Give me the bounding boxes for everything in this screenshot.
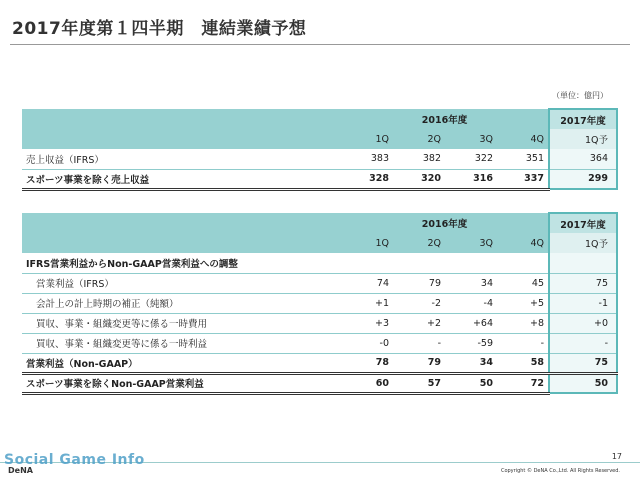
forecast-value: -1	[549, 293, 617, 313]
cell-value: -0	[341, 333, 393, 353]
company-logo: DeNA	[8, 466, 33, 475]
row-label: スポーツ事業を除く売上収益	[22, 169, 341, 189]
cell-value: 351	[497, 149, 549, 169]
forecast-value: 364	[549, 149, 617, 169]
operating-profit-table	[22, 212, 618, 395]
cell-value: 79	[393, 353, 445, 373]
cell-value: 34	[445, 273, 497, 293]
year-2016-header: 2016年度	[341, 109, 549, 129]
cell-value: -	[497, 333, 549, 353]
cell-value: +8	[497, 313, 549, 333]
cell-value: 322	[445, 149, 497, 169]
year-2017-header: 2017年度	[549, 213, 617, 233]
row-label: 営業利益（IFRS）	[22, 273, 341, 293]
cell-value: 57	[393, 373, 445, 393]
revenue-table	[22, 108, 618, 191]
unit-label: （単位：億円）	[552, 91, 608, 100]
forecast-value: 50	[549, 373, 617, 393]
forecast-value: +0	[549, 313, 617, 333]
table-row	[22, 293, 617, 313]
header-blank	[22, 109, 341, 129]
cell-value: 79	[393, 273, 445, 293]
cell-value: 50	[445, 373, 497, 393]
title-divider	[10, 44, 630, 45]
row-label: 営業利益（Non-GAAP）	[22, 353, 341, 373]
cell-value: +64	[445, 313, 497, 333]
cell-value: 320	[393, 169, 445, 189]
quarter-header: 3Q	[445, 233, 497, 253]
cell-value: +2	[393, 313, 445, 333]
quarter-header: 4Q	[497, 129, 549, 149]
table-row	[22, 353, 617, 373]
forecast-value: 299	[549, 169, 617, 189]
copyright-notice: Copyright © DeNA Co.,Ltd. All Rights Reserved.	[500, 468, 620, 474]
row-label: 会計上の計上時期の補正（純額）	[22, 293, 341, 313]
cell-value: -2	[393, 293, 445, 313]
header-blank	[22, 233, 341, 253]
forecast-value: -	[549, 333, 617, 353]
table-row	[22, 149, 617, 169]
table-row	[22, 313, 617, 333]
table-row	[22, 373, 617, 393]
page-number: 17	[611, 452, 622, 461]
cell-value: 78	[341, 353, 393, 373]
cell-value: 337	[497, 169, 549, 189]
row-label: スポーツ事業を除くNon-GAAP営業利益	[22, 373, 341, 393]
cell-value: 72	[497, 373, 549, 393]
cell-value: -59	[445, 333, 497, 353]
cell-value: 74	[341, 273, 393, 293]
quarter-header: 2Q	[393, 233, 445, 253]
cell-value: +5	[497, 293, 549, 313]
cell-value: 34	[445, 353, 497, 373]
quarter-header: 2Q	[393, 129, 445, 149]
forecast-value: 75	[549, 273, 617, 293]
header-blank	[22, 129, 341, 149]
quarter-header: 3Q	[445, 129, 497, 149]
cell-value: -	[393, 333, 445, 353]
forecast-value: 75	[549, 353, 617, 373]
cell-value: 383	[341, 149, 393, 169]
year-2016-header: 2016年度	[341, 213, 549, 233]
table-row	[22, 273, 617, 293]
year-2017-header: 2017年度	[549, 109, 617, 129]
page-title: 2017年度第１四半期 連結業績予想	[12, 19, 307, 39]
cell-value: -4	[445, 293, 497, 313]
forecast-header: 1Q予	[549, 129, 617, 149]
cell-value: +1	[341, 293, 393, 313]
cell-value: 58	[497, 353, 549, 373]
row-label: 買収、事業・組織変更等に係る一時費用	[22, 313, 341, 333]
table-row	[22, 333, 617, 353]
quarter-header: 1Q	[341, 233, 393, 253]
row-label: 買収、事業・組織変更等に係る一時利益	[22, 333, 341, 353]
header-blank	[22, 213, 341, 233]
cell-value: 45	[497, 273, 549, 293]
cell-value: 382	[393, 149, 445, 169]
section-label: IFRS営業利益からNon-GAAP営業利益への調整	[22, 253, 341, 273]
cell-value: 60	[341, 373, 393, 393]
forecast-header: 1Q予	[549, 233, 617, 253]
quarter-header: 4Q	[497, 233, 549, 253]
cell-value: 316	[445, 169, 497, 189]
cell-value: 328	[341, 169, 393, 189]
quarter-header: 1Q	[341, 129, 393, 149]
section-row	[22, 253, 617, 273]
watermark: Social Game Info	[4, 452, 145, 468]
cell-value: +3	[341, 313, 393, 333]
row-label: 売上収益（IFRS）	[22, 149, 341, 169]
table-row	[22, 169, 617, 189]
